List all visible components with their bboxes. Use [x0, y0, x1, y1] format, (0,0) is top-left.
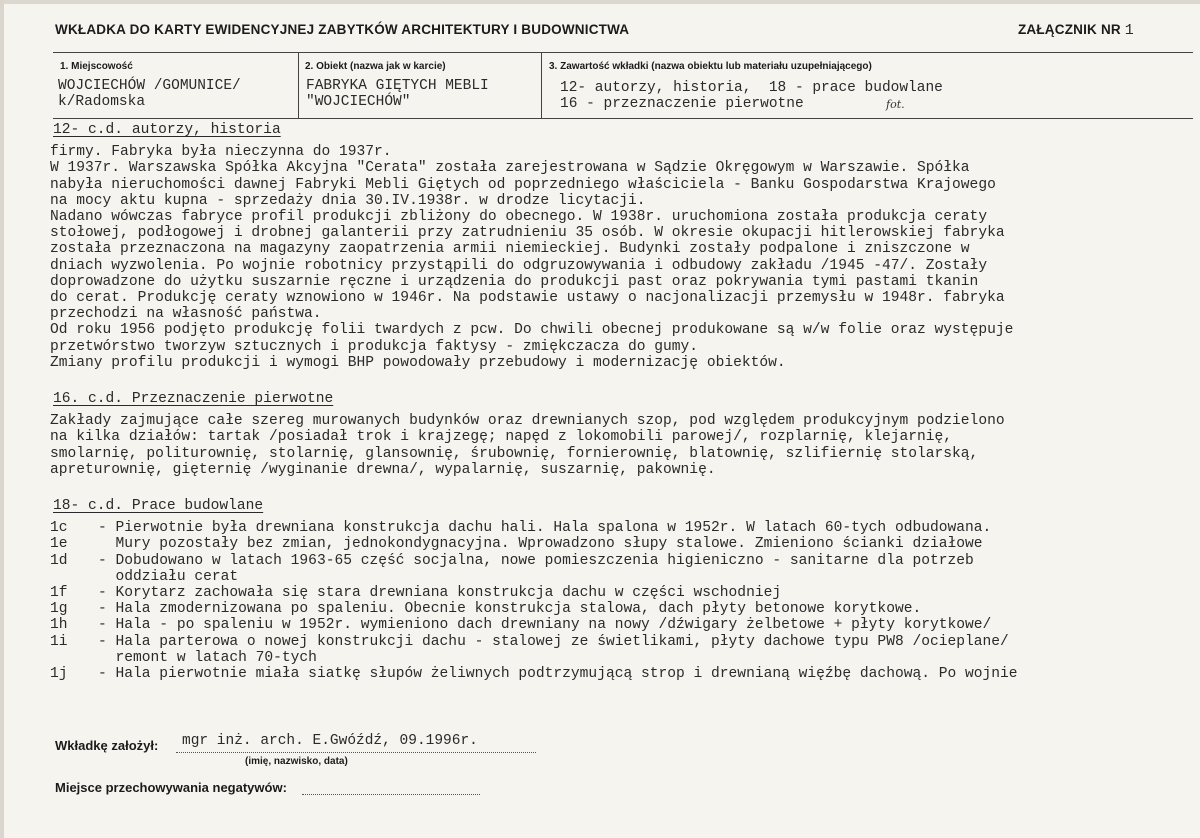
section-12-line: nabyła nieruchomości dawnej Fabryki Mebli Giętych od poprzedniego właściciela - Banku Gospodarstwa Krajowego [50, 176, 996, 193]
item-text: - Dobudowano w latach 1963-65 część socjalna, nowe pomieszczenia higieniczno - sanitarne dla potrzeb [98, 552, 974, 569]
field-1-line-2: k/Radomska [58, 94, 146, 110]
section-12-line: do cerat. Produkcję ceraty wznowiono w 1946r. Na podstawie ustawy o nacjonalizacji przemysłu w 1948r. fabryka [50, 290, 1005, 307]
section-12-line: przetwórstwo tworzyw sztucznych i produkcja faktysy - zmiękczacza do gumy. [50, 338, 699, 355]
item-text: - Pierwotnie była drewniana konstrukcja dachu hali. Hala spalona w 1952r. W latach 60-tych odbudowana. [98, 520, 992, 537]
annex-text: ZAŁĄCZNIK NR [1017, 22, 1121, 37]
section-12-line: dniach wyzwolenia. Po wojnie robotnicy przystąpili do odgruzowywania i odbudowy zakładu /1945 -47/. Zostały [50, 257, 988, 274]
section-18-item [50, 634, 1180, 650]
author-value: mgr inż. arch. E.Gwóźdź, 09.1996r. [182, 733, 478, 749]
field-1-line-1: WOJCIECHÓW /GOMUNICE/ [58, 78, 241, 94]
section-12-line: na mocy aktu kupna - sprzedaży dnia 30.IV.1938r. w drodze licytacji. [50, 192, 646, 209]
section-18-item [50, 666, 1180, 682]
item-code: 1c [50, 520, 68, 537]
annex-number: 1 [1124, 22, 1134, 39]
handwritten-note: fot. [886, 98, 905, 111]
field-3-line-2: 16 - przeznaczenie pierwotne [560, 96, 804, 112]
field-divider-2 [541, 52, 542, 118]
field-1-label: 1. Miejscowość [60, 61, 133, 72]
item-code: 1e [50, 536, 68, 553]
annex-label [1018, 22, 1134, 39]
paper-edge-top [0, 0, 1200, 4]
rule-under-fields [53, 118, 1193, 119]
field-3-line-1: 12- autorzy, historia, 18 - prace budowlane [560, 80, 943, 96]
section-16-heading: 16. c.d. Przeznaczenie pierwotne [53, 391, 334, 408]
section-16-line: na kilka działów: tartak /posiadał trok i krajzegę; napęd z lokomobili parowej/, rozplarnię, klejarnię, [50, 429, 953, 446]
author-dotted-line [176, 752, 536, 753]
author-note: (imię, nazwisko, data) [245, 756, 348, 767]
author-label: Wkładkę założył: [55, 738, 159, 753]
item-text: remont w latach 70-tych [98, 649, 317, 666]
section-18-item [50, 650, 1180, 666]
section-12-line: Zmiany profilu produkcji i wymogi BHP powodowały przebudowy i modernizację obiektów. [50, 354, 786, 371]
item-code [50, 569, 98, 585]
item-code: 1h [50, 617, 68, 634]
section-18-item [50, 569, 1180, 585]
section-16-line: Zakłady zajmujące całe szereg murowanych budynków oraz drewnianych szop, pod względem produkcyjnym podzielono [50, 413, 1005, 430]
item-code: 1j [50, 666, 68, 683]
section-12-line: doprowadzone do użytku suszarnie ręczne i urządzenia do produkcji past oraz pokrywania tymi pastami tkanin [50, 273, 979, 290]
section-18-heading: 18- c.d. Prace budowlane [53, 498, 264, 515]
section-12-heading: 12- c.d. autorzy, historia [53, 122, 281, 138]
field-2-line-1: FABRYKA GIĘTYCH MEBLI [306, 78, 489, 94]
item-text: Mury pozostały bez zmian, jednokondygnacyjna. Wprowadzono słupy stalowe. Zmieniono ścianki działowe [98, 536, 983, 553]
item-code: 1i [50, 633, 68, 650]
negatives-dotted-line [302, 794, 480, 795]
section-12-line: przechodzi na własność państwa. [50, 306, 322, 323]
section-16-line: smolarnię, politurownię, stolarnię, glansownię, śrubownię, fornierownię, blatownię, szlifiernię stolarską, [50, 445, 979, 462]
item-code [50, 650, 98, 666]
section-18-item [50, 536, 1180, 552]
item-code: 1g [50, 601, 68, 618]
item-text: - Hala pierwotnie miała siatkę słupów żeliwnych podtrzymującą strop i drewnianą więźbę dachową. Po wojnie [98, 666, 1018, 683]
form-title: WKŁADKA DO KARTY EWIDENCYJNEJ ZABYTKÓW ARCHITEKTURY I BUDOWNICTWA [55, 22, 630, 37]
item-text: - Hala parterowa o nowej konstrukcji dachu - stalowej ze świetlikami, płyty dachowe typu PW8 /ocieplane/ [98, 633, 1009, 650]
section-16-line: apreturownię, gięternię /wyginanie drewna/, wypalarnię, suszarnię, pakownię. [50, 461, 716, 478]
section-18-item [50, 553, 1180, 569]
item-code: 1f [50, 585, 68, 602]
item-text: - Hala zmodernizowana po spaleniu. Obecnie konstrukcja stalowa, dach płyty betonowe korytkowe. [98, 601, 922, 618]
section-12-line: Od roku 1956 podjęto produkcję folii twardych z pcw. Do chwili obecnej produkowane są w/w folie oraz występuje [50, 322, 1014, 339]
negatives-label: Miejsce przechowywania negatywów: [55, 780, 287, 795]
section-12-line: stołowej, podłogowej i drobnej galanterii przy zatrudnieniu 35 osób. W okresie okupacji hitlerowskiej fabryka [50, 225, 1005, 242]
item-text: oddziału cerat [98, 568, 239, 585]
section-12-line: firmy. Fabryka była nieczynna do 1937r. [50, 144, 392, 161]
rule-top [53, 52, 1193, 53]
paper-edge-left [0, 0, 4, 838]
section-18-item [50, 601, 1180, 617]
field-2-label: 2. Obiekt (nazwa jak w karcie) [305, 61, 446, 72]
field-3-label: 3. Zawartość wkładki (nazwa obiektu lub materiału uzupełniającego) [549, 61, 872, 72]
section-18-item [50, 585, 1180, 601]
field-2-value [306, 78, 489, 110]
field-divider-1 [298, 52, 299, 118]
item-text: - Korytarz zachowała się stara drewniana konstrukcja dachu w części wschodniej [98, 585, 782, 602]
item-text: - Hala - po spaleniu w 1952r. wymieniono dach drewniany na nowy /dźwigary żelbetowe + płyty korytkowe/ [98, 617, 992, 634]
section-18-item [50, 520, 1180, 536]
body-text [50, 122, 1180, 682]
section-12-line: Nadano wówczas fabryce profil produkcji zbliżony do obecnego. W 1938r. uruchomiona została produkcja ceraty [50, 209, 988, 226]
section-12-line: W 1937r. Warszawska Spółka Akcyjna "Cerata" została zarejestrowana w Sądzie Okręgowym w Warszawie. Spółka [50, 160, 970, 177]
field-1-value [58, 78, 241, 110]
field-2-line-2: "WOJCIECHÓW" [306, 94, 411, 110]
section-12-line: została przeznaczona na magazyny zaopatrzenia armii niemieckiej. Budynki zostały podpalone i zniszczone w [50, 241, 970, 258]
section-18-item [50, 617, 1180, 633]
item-code: 1d [50, 552, 68, 569]
